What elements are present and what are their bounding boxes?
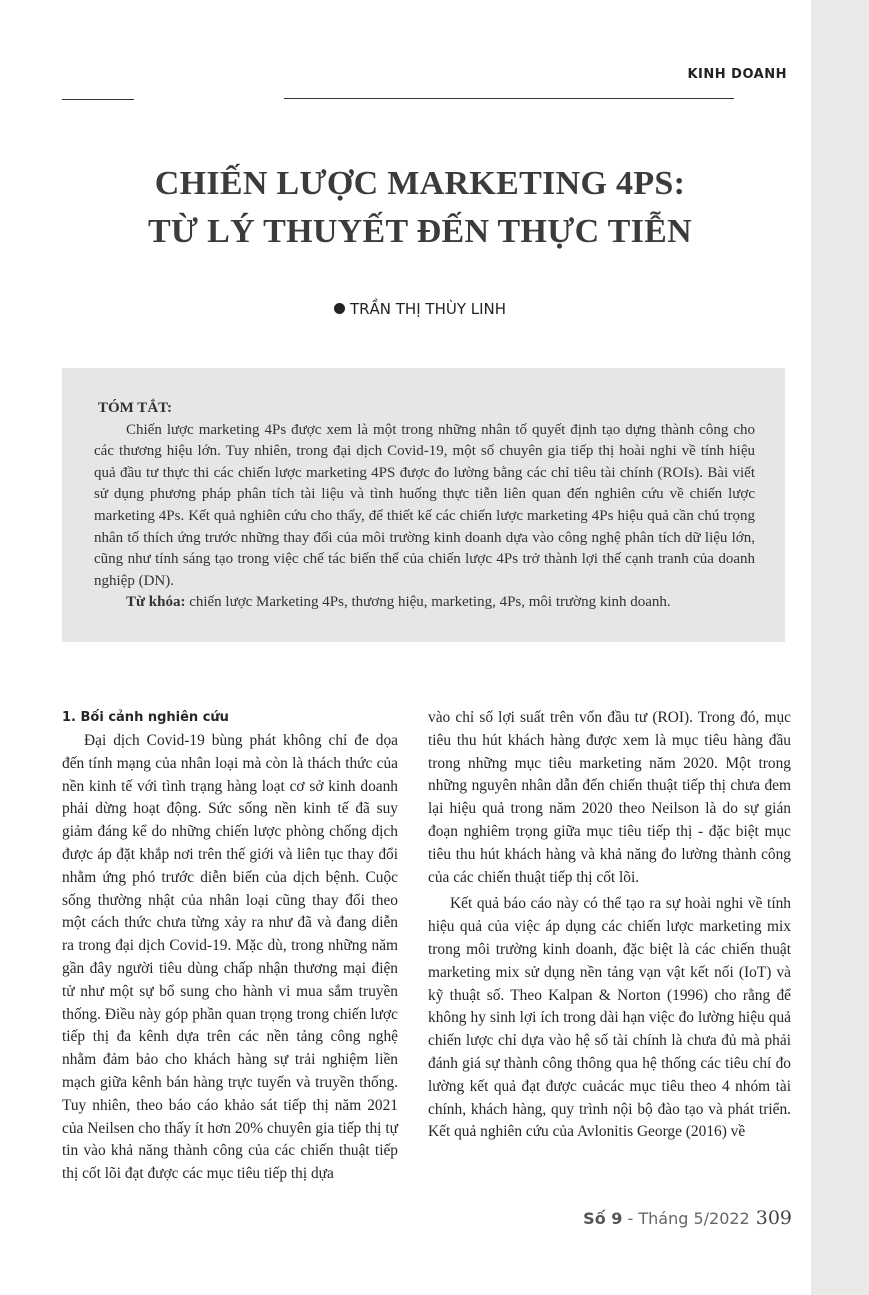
author-name: TRẦN THỊ THÙY LINH bbox=[349, 300, 507, 318]
section-label: KINH DOANH bbox=[687, 67, 787, 82]
header-rule bbox=[284, 98, 734, 99]
keywords-label: Từ khóa: bbox=[126, 594, 186, 611]
author-byline bbox=[60, 300, 780, 318]
page-footer bbox=[540, 1207, 792, 1229]
keywords bbox=[94, 592, 755, 614]
page-edge-shadow bbox=[811, 0, 869, 1295]
right-column bbox=[428, 707, 791, 1144]
bullet-icon bbox=[334, 303, 345, 314]
page-number: 309 bbox=[755, 1207, 792, 1229]
section-heading: 1. Bối cảnh nghiên cứu bbox=[62, 710, 229, 725]
title-line-1: CHIẾN LƯỢC MARKETING 4PS: bbox=[154, 165, 686, 202]
abstract-heading: TÓM TẮT: bbox=[98, 400, 173, 416]
issue-number: Số 9 bbox=[583, 1209, 623, 1228]
header-rule-left bbox=[62, 99, 134, 100]
article-title bbox=[60, 160, 780, 256]
footer-separator: - bbox=[622, 1209, 639, 1228]
title-line-2: TỪ LÝ THUYẾT ĐẾN THỰC TIỄN bbox=[147, 213, 693, 250]
abstract-box bbox=[62, 368, 785, 642]
keywords-text: chiến lược Marketing 4Ps, thương hiệu, marketing, 4Ps, môi trường kinh doanh. bbox=[189, 594, 671, 611]
paragraph: Đại dịch Covid-19 bùng phát không chỉ đe dọa đến tính mạng của nhân loại mà còn là thách thức của nền kinh tế với tình trạng hàng loạt cơ sở kinh doanh phải dừng hoạt động. Sức sống nền kinh tế đã suy giảm đáng kể do những chiến lược phòng chống dịch được áp đặt khắp nơi trên thế giới và liên tục thay đổi nhằm ứng phó trước diễn biến của dịch bệnh. Cuộc sống thường nhật của nhân loại cũng thay đổi theo một cách thức chưa từng xảy ra như đã và đang diễn ra trong đại dịch Covid-19. Mặc dù, trong những năm gần đây người tiêu dùng chấp nhận thương mại điện tử như một sự bổ sung cho hành vi mua sắm truyền thống. Điều này góp phần quan trọng trong chiến lược tiếp thị đa kênh dựa trên các nền tảng công nghệ nhằm đảm bảo cho khách hàng sự trải nghiệm liền mạch giữa kênh bán hàng trực tuyến và truyền thống. Tuy nhiên, theo báo cáo khảo sát tiếp thị năm 2021 của Neilsen cho thấy ít hơn 20% chuyên gia tiếp thị tự tin vào khả năng thành công của các chiến thuật tiếp thị cốt lõi đạt được các mục tiêu tiếp thị dựa bbox=[62, 732, 398, 1183]
paragraph: vào chỉ số lợi suất trên vốn đầu tư (ROI). Trong đó, mục tiêu thu hút khách hàng được xem là mục tiêu hàng đầu trong những mục tiêu marketing năm 2020. Một trong những nguyên nhân dẫn đến chiến thuật tiếp thị chưa đem lại hiệu quả trong năm 2020 theo Neilson là do sự gián đoạn nghiêm trọng giữa mục tiêu tiếp thị - đặc biệt mục tiêu thu hút khách hàng và khả năng đo lường thành công của các chiến thuật tiếp thị cốt lõi. bbox=[428, 709, 791, 886]
issue-date: Tháng 5/2022 bbox=[638, 1209, 750, 1228]
abstract-body: Chiến lược marketing 4Ps được xem là một trong những nhân tố quyết định tạo dựng thành công cho các thương hiệu lớn. Tuy nhiên, trong đại dịch Covid-19, một số chuyên gia tiếp thị hoài nghi về tính hiệu quả đầu tư thực thi các chiến lược marketing 4PS được đo lường bằng các chỉ tiêu tài chính (ROIs). Bài viết sử dụng phương pháp phân tích tài liệu và tình huống thực tiễn liên quan đến nghiên cứu về chiến lược marketing 4Ps. Kết quả nghiên cứu cho thấy, để thiết kế các chiến lược marketing 4Ps hiệu quả cần chú trọng nhân tố thích ứng trước những thay đổi của môi trường kinh doanh dựa vào công nghệ phân tích dữ liệu lớn, cũng như tính sáng tạo trong việc chế tác biến thể của chiến lược 4Ps trở thành lợi thế cạnh tranh của doanh nghiệp (DN). bbox=[94, 421, 755, 589]
paragraph: Kết quả báo cáo này có thể tạo ra sự hoài nghi về tính hiệu quả của việc áp dụng các chiến lược marketing mix trong môi trường kinh doanh, đặc biệt là các chiến thuật marketing mix sử dụng nền tảng vạn vật kết nối (IoT) và kỹ thuật số. Theo Kalpan & Norton (1996) cho rằng để không hy sinh lợi ích trong dài hạn việc đo lường hiệu quả chiến lược chỉ dựa vào hệ số tài chính là chưa đủ mà phải đánh giá sự thành công thông qua hệ thống các tiêu chí đo lường kết quả đạt được cuảcác mục tiêu theo 4 nhóm tài chính, khách hàng, quy trình nội bộ đào tạo và phát triển. Kết quả nghiên cứu của Avlonitis George (2016) về bbox=[428, 895, 791, 1141]
left-column bbox=[62, 707, 398, 1186]
